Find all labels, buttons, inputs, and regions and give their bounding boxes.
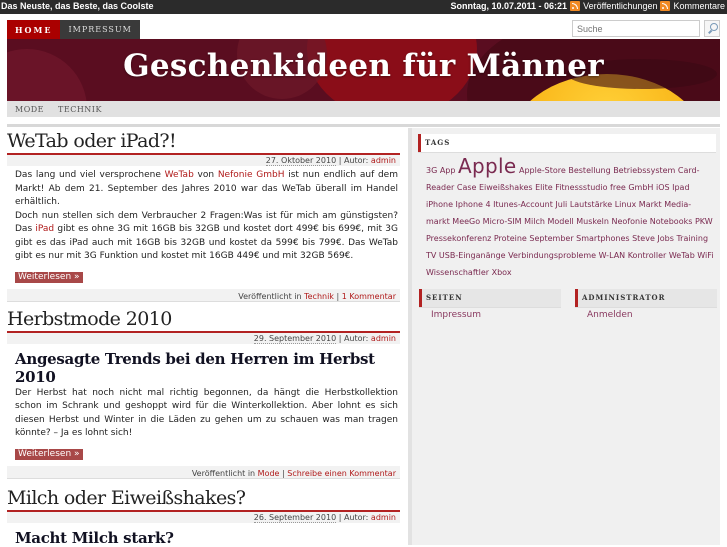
read-more-button[interactable]: Weiterlesen » xyxy=(15,272,83,283)
text: gibt es ohne 3G mit 16GB bis 32GB und kostet dort 499€ bis 699€, mit 3G gibt es das iPad auch mit 16GB bis 32GB und kostet da 599€ bis 799€. Das WeTab gibt es nur mit 3G Funktion und kostet mit 16GB 449€ und mit 32GB 569€. xyxy=(15,224,398,261)
admin-widget xyxy=(575,289,717,320)
post-excerpt xyxy=(7,166,400,264)
top-bar-right xyxy=(451,1,726,11)
post xyxy=(7,128,400,302)
post-date: 29. September 2010 xyxy=(253,333,337,343)
post-title[interactable]: Herbstmode 2010 xyxy=(7,306,400,333)
text: Doch nun stellen sich dem Verbraucher 2 Fragen:Was ist für mich am günstigsten? Das xyxy=(15,210,398,234)
pages-widget xyxy=(419,289,561,320)
tag-link-wetab[interactable]: WeTab xyxy=(164,170,194,180)
text: von xyxy=(193,170,218,180)
main-nav xyxy=(7,20,140,39)
category-link[interactable]: Technik xyxy=(304,291,334,301)
post-meta xyxy=(7,333,400,344)
post-title[interactable]: Milch oder Eiweißshakes? xyxy=(7,485,400,512)
published-label: Veröffentlicht in xyxy=(191,468,256,478)
post xyxy=(7,485,400,547)
comments-link[interactable]: Schreibe einen Kommentar xyxy=(287,468,396,478)
post-date: 27. Oktober 2010 xyxy=(265,156,337,165)
published-label: Veröffentlicht in xyxy=(238,291,302,301)
login-link[interactable]: Anmelden xyxy=(587,310,633,320)
tag-cloud xyxy=(418,152,716,281)
post-footer: Veröffentlicht in Mode | Schreibe einen Kommentar xyxy=(7,466,400,479)
author-label: | Autor: xyxy=(338,512,369,522)
feed-comments-link[interactable]: Kommentare xyxy=(673,1,725,11)
tags-widget-title: TAGS xyxy=(418,134,716,152)
post-excerpt: Der Herbst hat noch nicht mal richtig begonnen, da hängt die Herbstkollektion schon im Schrank und geshoppt wird für die Winterkollektion. Aber lohnt es sich diesen Herbst und Winter in die Läden zu gehen um zu schauen was man tragen könnte? – Ja es lohnt sich! xyxy=(15,387,398,438)
text: Das lang und viel versprochene xyxy=(15,170,165,180)
author-link[interactable]: admin xyxy=(370,333,396,343)
post-meta xyxy=(7,155,400,166)
author-link[interactable]: admin xyxy=(370,156,396,165)
post-date: 26. September 2010 xyxy=(253,512,337,522)
comments-link[interactable]: 1 Kommentar xyxy=(341,291,396,301)
search-input[interactable] xyxy=(572,20,700,37)
datetime: Sonntag, 10.07.2011 - 06:21 xyxy=(450,1,568,11)
read-more-button[interactable]: Weiterlesen » xyxy=(15,449,83,460)
divider xyxy=(7,124,720,127)
author-label: | Autor: xyxy=(338,156,369,165)
tag-link-nefonie[interactable]: Nefonie GmbH xyxy=(217,170,285,180)
category-link[interactable]: Mode xyxy=(257,468,280,478)
tag-link-ipad[interactable]: iPad xyxy=(35,224,55,234)
tab-home[interactable]: HOME xyxy=(7,20,60,39)
text: ist nun endlich auf dem Markt! Ab dem 21. September des Jahres 2010 war das WeTab überall im Handel erhältlich. xyxy=(15,170,398,207)
author-label: | Autor: xyxy=(338,333,369,343)
post-subheading: Macht Milch stark? xyxy=(15,528,174,547)
tag-link[interactable]: 3G App xyxy=(426,166,456,175)
category-mode[interactable]: MODE xyxy=(15,104,45,114)
pages-widget-title: SEITEN xyxy=(419,289,561,307)
search-icon[interactable] xyxy=(704,20,720,37)
author-link[interactable]: admin xyxy=(370,512,396,522)
tab-impressum[interactable]: IMPRESSUM xyxy=(60,20,139,39)
tag-link-apple[interactable]: Apple xyxy=(458,154,517,178)
post xyxy=(7,306,400,479)
header-banner xyxy=(7,39,720,101)
admin-widget-title: ADMINISTRATOR xyxy=(575,289,717,307)
sidebar xyxy=(408,128,720,545)
post-footer: Veröffentlicht in Technik | 1 Kommentar xyxy=(7,289,400,302)
post-list xyxy=(7,128,400,547)
site-title[interactable]: Geschenkideen für Männer xyxy=(123,48,604,84)
post-title[interactable]: WeTab oder iPad?! xyxy=(7,128,400,155)
post-subheading: Angesagte Trends bei den Herren im Herbst 2010 xyxy=(15,349,375,386)
post-meta xyxy=(7,512,400,523)
feed-posts-link[interactable]: Veröffentlichungen xyxy=(583,1,658,11)
sidebar-widgets xyxy=(412,289,720,320)
category-technik[interactable]: TECHNIK xyxy=(58,104,102,114)
rss-icon xyxy=(570,1,580,11)
tag-link[interactable]: Apple-Store Bestellung Betriebssystem Card-Reader Case Eiweißshakes Elite Fitnessstudio free GmbH iOS Ipad iPhone Iphone 4 Itunes-Account Juli Lautstärke Linux Markt Media-markt MeeGo Micro-SIM Milch Modell Muskeln Neofonie Notebooks PKW Pressekonferenz Proteine September Smartphones Steve Jobs Training TV USB-Einganänge Verbindungsprobleme W-LAN Kontroller WeTab WiFi Wissenschaftler Xbox xyxy=(426,166,714,277)
rss-icon xyxy=(660,1,670,11)
top-bar xyxy=(0,0,727,14)
category-nav xyxy=(7,101,720,117)
site-tagline: Das Neuste, das Beste, das Coolste xyxy=(1,1,154,11)
page-link-impressum[interactable]: Impressum xyxy=(431,310,482,320)
